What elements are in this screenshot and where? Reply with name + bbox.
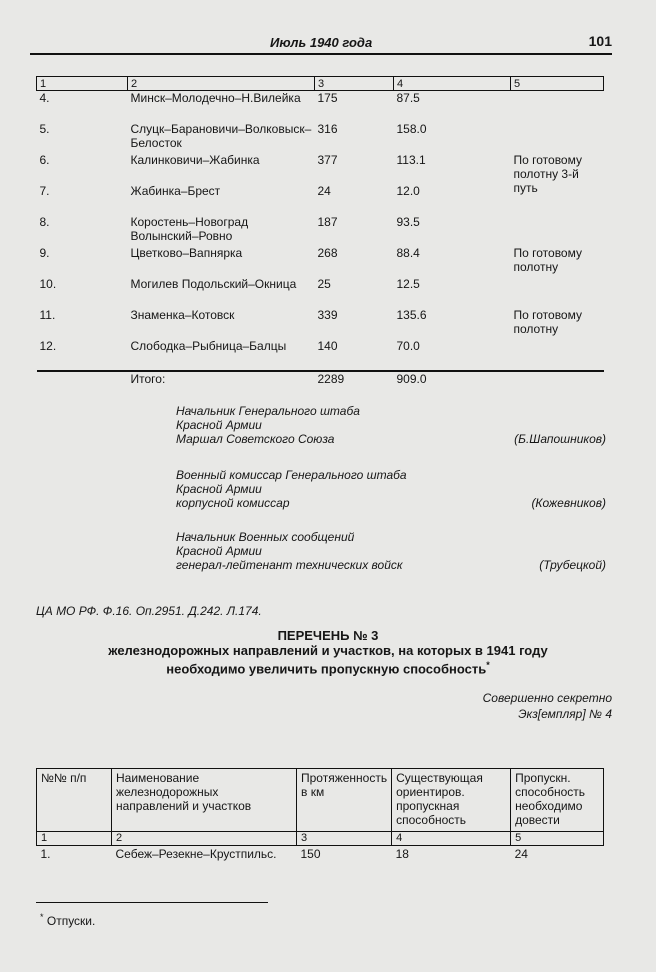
column-number: 1	[37, 77, 128, 91]
route-name: Коростень–Новоград Волынский–Ровно	[130, 215, 249, 243]
route-note	[511, 122, 604, 153]
total-row	[37, 371, 604, 388]
signature-line: Военный комиссар Генерального штаба	[176, 468, 407, 482]
column-number: 5	[511, 832, 604, 846]
column-number: 1	[37, 832, 112, 846]
table-row	[37, 339, 604, 371]
capacity-increase-table	[36, 768, 604, 863]
signature-line: генерал-лейтенант технических войск	[176, 558, 403, 572]
column-number: 3	[297, 832, 392, 846]
route-capacity: 158.0	[396, 122, 427, 136]
route-length: 268	[317, 246, 338, 260]
list-title-subtitle: железнодорожных направлений и участков, на которых в 1941 году	[108, 643, 548, 658]
column-number: 2	[128, 77, 315, 91]
footnote-text: Отпуски.	[46, 914, 96, 928]
signature-block	[176, 404, 606, 446]
route-length: 377	[317, 153, 338, 167]
route-note: По готовому полотну 3-й путь	[513, 153, 582, 195]
signature-line: Красной Армии	[176, 544, 262, 558]
footnote	[40, 912, 95, 928]
column-number-row	[37, 832, 604, 846]
route-length: 140	[317, 339, 338, 353]
route-note: По готовому полотну	[513, 308, 582, 336]
route-length: 175	[317, 91, 338, 105]
route-capacity: 135.6	[396, 308, 427, 322]
route-name: Калинковичи–Жабинка	[130, 153, 260, 167]
route-capacity: 93.5	[396, 215, 420, 229]
page-header	[30, 33, 612, 55]
header-rule	[30, 53, 612, 55]
signature-line: Маршал Советского Союза	[176, 432, 335, 446]
table-row	[37, 122, 604, 153]
route-name: Минск–Молодечно–Н.Вилейка	[130, 91, 301, 105]
total-spacer	[37, 371, 128, 388]
signature-line: Начальник Генерального штаба	[176, 404, 360, 418]
footnote-mark: *	[40, 912, 44, 922]
route-name: Могилев Подольский–Окница	[130, 277, 297, 291]
column-number: 5	[511, 77, 604, 91]
row-number: 9.	[39, 246, 50, 260]
signature-line: Начальник Военных сообщений	[176, 530, 355, 544]
list-title	[36, 628, 620, 676]
header-cell: №№ п/п	[37, 769, 112, 832]
table-row	[37, 846, 604, 864]
signature-block	[176, 468, 606, 510]
row-number: 4.	[39, 91, 50, 105]
route-capacity: 70.0	[396, 339, 420, 353]
route-capacity: 12.0	[396, 184, 420, 198]
route-name: Знаменка–Котовск	[130, 308, 235, 322]
route-length: 187	[317, 215, 338, 229]
column-number: 4	[392, 832, 511, 846]
row-number: 6.	[39, 153, 50, 167]
route-length: 339	[317, 308, 338, 322]
route-length: 150	[300, 847, 321, 861]
table-row	[37, 153, 604, 184]
row-number: 8.	[39, 215, 50, 229]
route-name: Себеж–Резекне–Крустпильс.	[115, 847, 277, 861]
row-number: 12.	[39, 339, 57, 353]
route-note	[511, 277, 604, 308]
total-label: Итого:	[128, 371, 315, 388]
signatory-name: (Кожевников)	[531, 496, 606, 510]
row-number: 10.	[39, 277, 57, 291]
list-title-text: необходимо увеличить пропускную способность	[166, 661, 487, 677]
footnote-marker[interactable]: *	[486, 660, 490, 670]
list-title-subtitle-cont	[36, 658, 620, 676]
table-row	[37, 246, 604, 277]
classification-label: Совершенно секретно	[482, 691, 612, 705]
running-title: Июль 1940 года	[270, 35, 373, 50]
route-length: 316	[317, 122, 338, 136]
route-note	[511, 215, 604, 246]
table-row	[37, 308, 604, 339]
row-number: 7.	[39, 184, 50, 198]
column-number: 2	[112, 832, 297, 846]
signatory-name: (Б.Шапошников)	[514, 432, 606, 446]
table-row	[37, 277, 604, 308]
required-capacity: 24	[514, 847, 528, 861]
header-cell: Существующая ориентиров. пропускная способность	[392, 769, 511, 832]
column-number: 4	[394, 77, 511, 91]
table-row	[37, 91, 604, 123]
header-cell: Пропускн. способность необходимо довести	[511, 769, 604, 832]
archive-reference: ЦА МО РФ. Ф.16. Оп.2951. Д.242. Л.174.	[36, 604, 262, 618]
route-length: 25	[317, 277, 331, 291]
route-note	[511, 91, 604, 123]
total-capacity: 909.0	[394, 371, 511, 388]
route-name: Цветково–Вапнярка	[130, 246, 243, 260]
page-number: 101	[588, 33, 612, 49]
route-name: Слободка–Рыбница–Балцы	[130, 339, 287, 353]
route-note: По готовому полотну	[513, 246, 582, 274]
column-number: 3	[315, 77, 394, 91]
signature-line: корпусной комиссар	[176, 496, 290, 510]
row-number: 1.	[40, 847, 51, 861]
total-length: 2289	[315, 371, 394, 388]
classification-block	[483, 690, 612, 722]
signature-line: Красной Армии	[176, 482, 262, 496]
route-note	[511, 339, 604, 371]
route-name: Жабинка–Брест	[130, 184, 221, 198]
column-number-row	[37, 77, 604, 91]
signatory-name: (Трубецкой)	[539, 558, 606, 572]
signature-block	[176, 530, 606, 572]
route-capacity: 12.5	[396, 277, 420, 291]
existing-capacity: 18	[395, 847, 409, 861]
total-spacer	[511, 371, 604, 388]
route-capacity: 88.4	[396, 246, 420, 260]
table-row	[37, 215, 604, 246]
header-cell: Наименование железнодорожных направлений и участков	[112, 769, 297, 832]
row-number: 11.	[39, 308, 56, 322]
route-capacity: 87.5	[396, 91, 420, 105]
route-length: 24	[317, 184, 331, 198]
copy-number: Экз[емпляр] № 4	[518, 707, 612, 721]
route-name: Слуцк–Барановичи–Волковыск–Белосток	[130, 122, 312, 150]
route-capacity: 113.1	[396, 153, 426, 167]
header-row	[37, 769, 604, 832]
header-cell: Протяженность в км	[297, 769, 392, 832]
row-number: 5.	[39, 122, 50, 136]
capacity-table-continued	[36, 76, 604, 388]
footnote-rule	[36, 902, 268, 903]
list-title-heading: ПЕРЕЧЕНЬ № 3	[277, 628, 379, 643]
signature-line: Красной Армии	[176, 418, 262, 432]
